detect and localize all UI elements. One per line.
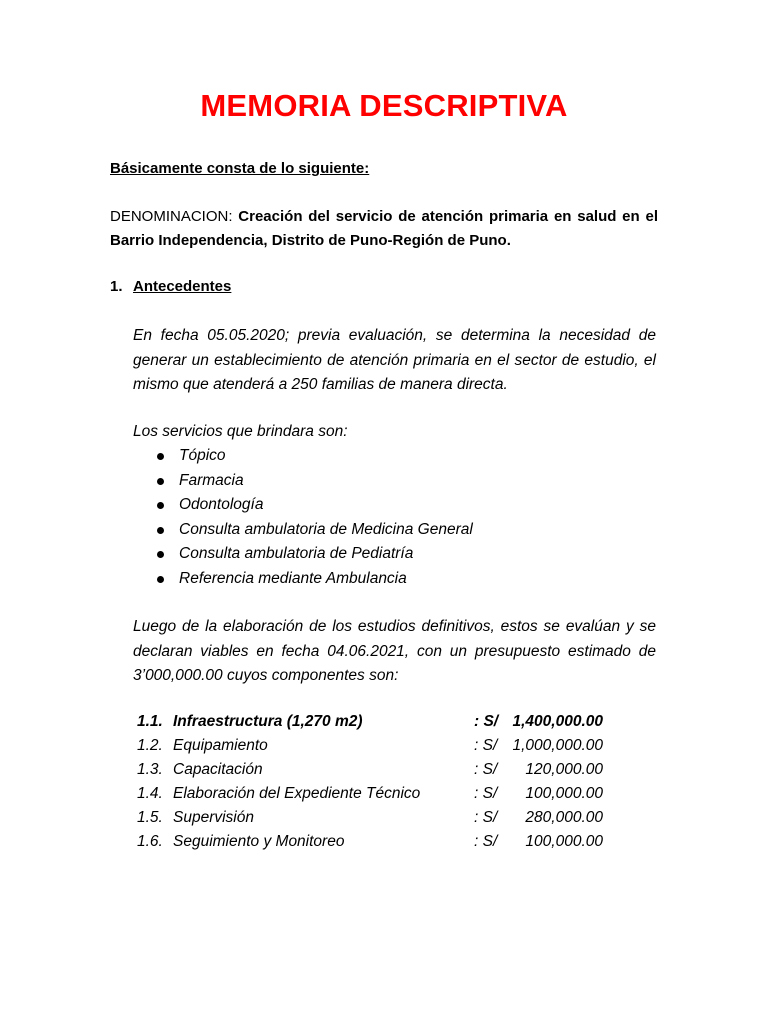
service-label: Consulta ambulatoria de Medicina General xyxy=(179,520,473,538)
component-currency: : S/ xyxy=(474,809,498,826)
component-label: Capacitación xyxy=(173,761,263,778)
services-intro: Los servicios que brindara son: xyxy=(133,423,348,440)
section-title: Antecedentes xyxy=(133,278,232,295)
component-number: 1.3. xyxy=(137,761,163,778)
service-label: Odontología xyxy=(179,496,264,513)
component-label: Supervisión xyxy=(173,809,254,826)
bullet-icon xyxy=(157,527,164,534)
component-number: 1.5. xyxy=(137,809,163,826)
component-currency: : S/ xyxy=(474,833,498,850)
document-title: MEMORIA DESCRIPTIVA xyxy=(200,88,568,123)
component-number: 1.2. xyxy=(137,737,163,754)
budget-paragraph: Luego de la elaboración de los estudios definitivos, estos se evalúan y se declaran viables en fecha 04.06.2021, con un presupuesto estimado de 3’000,000.00 cuyos componentes son: xyxy=(133,618,656,684)
table-row xyxy=(137,806,617,830)
component-amount: 1,000,000.00 xyxy=(512,737,603,754)
component-currency: : S/ xyxy=(474,737,498,754)
table-row xyxy=(137,782,617,806)
list-item xyxy=(152,542,473,567)
component-amount: 1,400,000.00 xyxy=(512,713,603,730)
antecedentes-paragraph: En fecha 05.05.2020; previa evaluación, se determina la necesidad de generar un establecimiento de atención primaria en el sector de estudio, el mismo que atenderá a 250 familias de manera directa. xyxy=(133,327,656,393)
component-label: Infraestructura (1,270 m2) xyxy=(173,713,363,730)
list-item xyxy=(152,444,473,469)
component-amount: 120,000.00 xyxy=(525,761,603,778)
component-label: Elaboración del Expediente Técnico xyxy=(173,785,421,802)
intro-heading: Básicamente consta de lo siguiente: xyxy=(110,160,370,177)
section-heading xyxy=(110,278,231,295)
service-label: Consulta ambulatoria de Pediatría xyxy=(179,545,414,562)
denominacion-text: Creación del servicio de atención primaria en salud en el Barrio Independencia, Distrito de Puno-Región de Puno. xyxy=(110,208,658,249)
bullet-icon xyxy=(157,576,164,583)
component-currency: : S/ xyxy=(474,713,499,730)
bullet-icon xyxy=(157,551,164,558)
table-row xyxy=(137,830,617,854)
component-amount: 100,000.00 xyxy=(525,785,603,802)
denominacion-label: DENOMINACION: xyxy=(110,208,239,225)
list-item xyxy=(152,567,473,592)
service-label: Tópico xyxy=(179,447,226,464)
component-amount: 280,000.00 xyxy=(525,809,603,826)
services-list xyxy=(152,444,473,591)
component-currency: : S/ xyxy=(474,785,498,802)
bullet-icon xyxy=(157,502,164,509)
component-amount: 100,000.00 xyxy=(525,833,603,850)
component-currency: : S/ xyxy=(474,761,498,778)
bullet-icon xyxy=(157,453,164,460)
component-number: 1.4. xyxy=(137,785,163,802)
denominacion-paragraph xyxy=(110,205,658,253)
list-item xyxy=(152,518,473,543)
component-label: Equipamiento xyxy=(173,737,268,754)
table-row xyxy=(137,734,617,758)
components-list xyxy=(137,710,617,854)
service-label: Farmacia xyxy=(179,471,244,489)
service-label: Referencia mediante Ambulancia xyxy=(179,569,407,587)
bullet-icon xyxy=(157,478,164,485)
list-item xyxy=(152,469,473,494)
table-row xyxy=(137,710,617,734)
component-label: Seguimiento y Monitoreo xyxy=(173,833,345,850)
component-number: 1.1. xyxy=(137,713,163,730)
table-row xyxy=(137,758,617,782)
component-number: 1.6. xyxy=(137,833,163,850)
section-number: 1. xyxy=(110,278,123,295)
list-item xyxy=(152,493,473,518)
